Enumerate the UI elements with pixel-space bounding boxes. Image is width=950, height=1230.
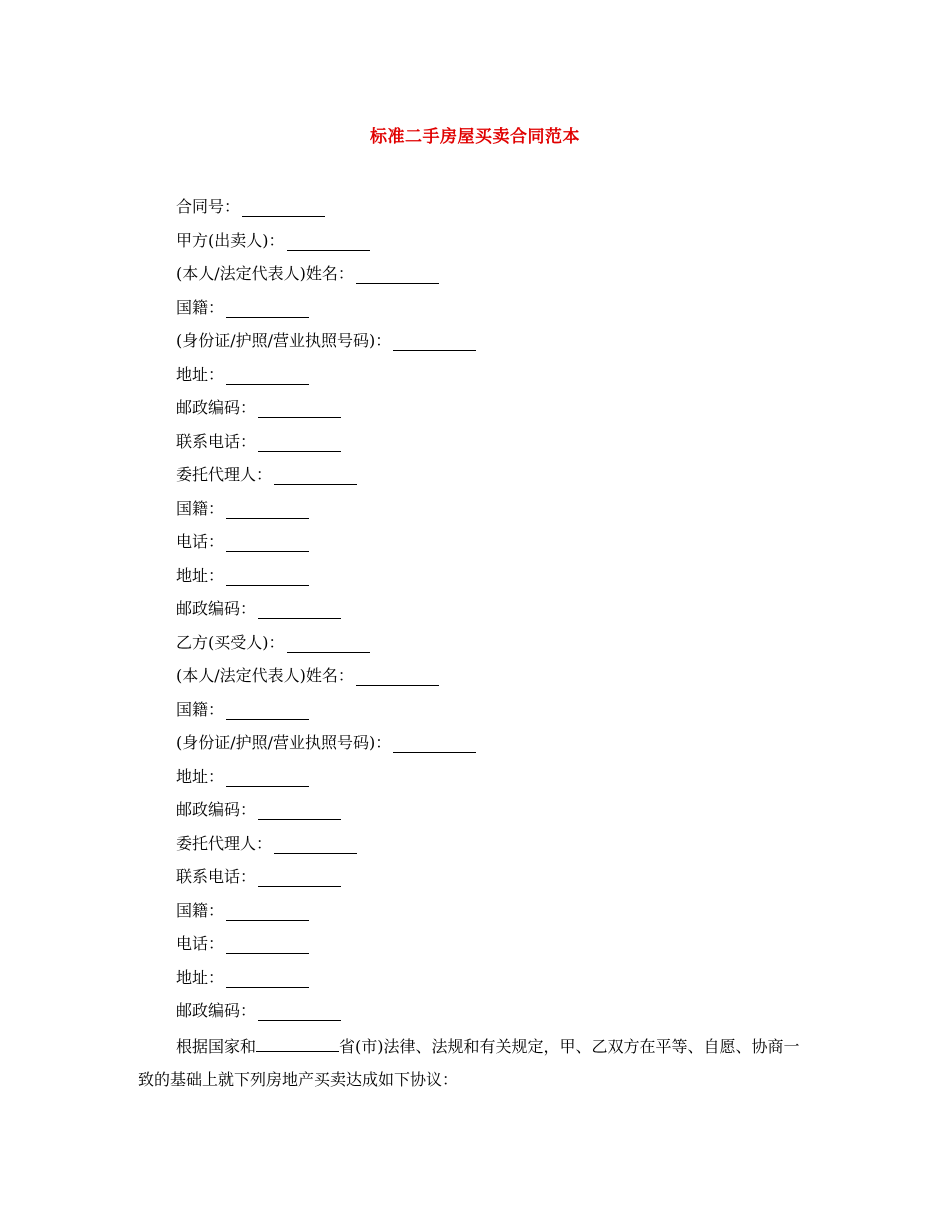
fill-blank bbox=[258, 399, 341, 418]
field-party-a bbox=[176, 227, 826, 261]
field-party-b-nationality bbox=[176, 696, 826, 730]
field-label: 邮政编码： bbox=[176, 1001, 257, 1020]
fill-blank bbox=[258, 1002, 341, 1021]
field-label: 合同号： bbox=[176, 197, 241, 216]
fill-blank bbox=[226, 533, 309, 552]
fill-blank bbox=[287, 634, 370, 653]
field-party-b-agent-postcode bbox=[176, 997, 826, 1031]
field-label: 委托代理人： bbox=[176, 833, 273, 853]
field-label: 邮政编码： bbox=[176, 599, 257, 618]
fill-blank bbox=[356, 265, 439, 284]
field-party-a-agent-phone bbox=[176, 528, 826, 562]
field-label: 邮政编码： bbox=[176, 398, 257, 417]
fill-blank bbox=[356, 667, 439, 686]
field-party-a-nationality bbox=[176, 294, 826, 328]
fill-blank bbox=[226, 935, 309, 954]
fill-blank bbox=[258, 868, 341, 887]
fill-blank bbox=[226, 701, 309, 720]
fill-blank bbox=[242, 198, 325, 217]
field-label: 委托代理人： bbox=[176, 465, 273, 484]
fill-blank bbox=[226, 567, 309, 586]
field-label: 地址： bbox=[176, 364, 225, 384]
field-label: 国籍： bbox=[176, 498, 225, 518]
field-label: (身份证/护照/营业执照号码)： bbox=[176, 331, 392, 350]
field-party-a-postcode bbox=[176, 394, 826, 428]
field-label: 电话： bbox=[176, 934, 225, 953]
paragraph-text-end: 省(市)法律、法规和有关规定，甲、乙双方在平等、自愿、协商一致的基础上就下列房地产买卖达成如下协议： bbox=[138, 1037, 800, 1089]
fill-blank bbox=[258, 433, 341, 452]
field-party-b-phone bbox=[176, 863, 826, 897]
fill-blank bbox=[258, 801, 341, 820]
field-party-a-address bbox=[176, 361, 826, 395]
field-party-b-agent bbox=[176, 830, 826, 864]
field-party-b bbox=[176, 629, 826, 663]
field-party-a-agent bbox=[176, 461, 826, 495]
paragraph-text-start: 根据国家和 bbox=[176, 1037, 257, 1056]
field-label: 乙方(买受人)： bbox=[176, 632, 285, 652]
fill-blank-province bbox=[256, 1037, 339, 1052]
field-party-b-postcode bbox=[176, 796, 826, 830]
fill-blank bbox=[226, 969, 309, 988]
document-title: 标准二手房屋买卖合同范本 bbox=[370, 127, 580, 147]
field-party-b-address bbox=[176, 763, 826, 797]
agreement-intro-paragraph bbox=[138, 1030, 814, 1096]
fill-blank bbox=[226, 902, 309, 921]
fill-blank bbox=[226, 500, 309, 519]
field-label: 联系电话： bbox=[176, 431, 257, 451]
fill-blank bbox=[393, 332, 476, 351]
field-label: 地址： bbox=[176, 967, 225, 987]
field-label: 电话： bbox=[176, 532, 225, 551]
field-label: 邮政编码： bbox=[176, 800, 257, 819]
field-party-a-name bbox=[176, 260, 826, 294]
field-label: 联系电话： bbox=[176, 867, 257, 886]
fill-blank bbox=[226, 366, 309, 385]
fill-blank bbox=[226, 299, 309, 318]
field-label: (身份证/护照/营业执照号码)： bbox=[176, 733, 392, 752]
field-label: 国籍： bbox=[176, 900, 225, 920]
field-label: 国籍： bbox=[176, 699, 225, 719]
field-label: 甲方(出卖人)： bbox=[176, 230, 285, 250]
fill-blank bbox=[274, 466, 357, 485]
field-party-a-id bbox=[176, 327, 826, 361]
fill-blank bbox=[258, 600, 341, 619]
fill-blank bbox=[287, 232, 370, 251]
field-party-a-agent-nationality bbox=[176, 495, 826, 529]
fill-blank bbox=[274, 835, 357, 854]
field-label: (本人/法定代表人)姓名： bbox=[176, 264, 354, 283]
field-party-a-agent-address bbox=[176, 562, 826, 596]
field-label: 地址： bbox=[176, 565, 225, 585]
field-label: 地址： bbox=[176, 766, 225, 786]
field-party-b-agent-address bbox=[176, 964, 826, 998]
party-info-fields bbox=[176, 193, 826, 1031]
field-party-b-agent-nationality bbox=[176, 897, 826, 931]
field-party-b-id bbox=[176, 729, 826, 763]
fill-blank bbox=[393, 734, 476, 753]
field-party-a-agent-postcode bbox=[176, 595, 826, 629]
field-label: (本人/法定代表人)姓名： bbox=[176, 666, 354, 685]
field-party-a-phone bbox=[176, 428, 826, 462]
field-party-b-name bbox=[176, 662, 826, 696]
field-party-b-agent-phone bbox=[176, 930, 826, 964]
fill-blank bbox=[226, 768, 309, 787]
field-label: 国籍： bbox=[176, 297, 225, 317]
field-contract-number bbox=[176, 193, 826, 227]
